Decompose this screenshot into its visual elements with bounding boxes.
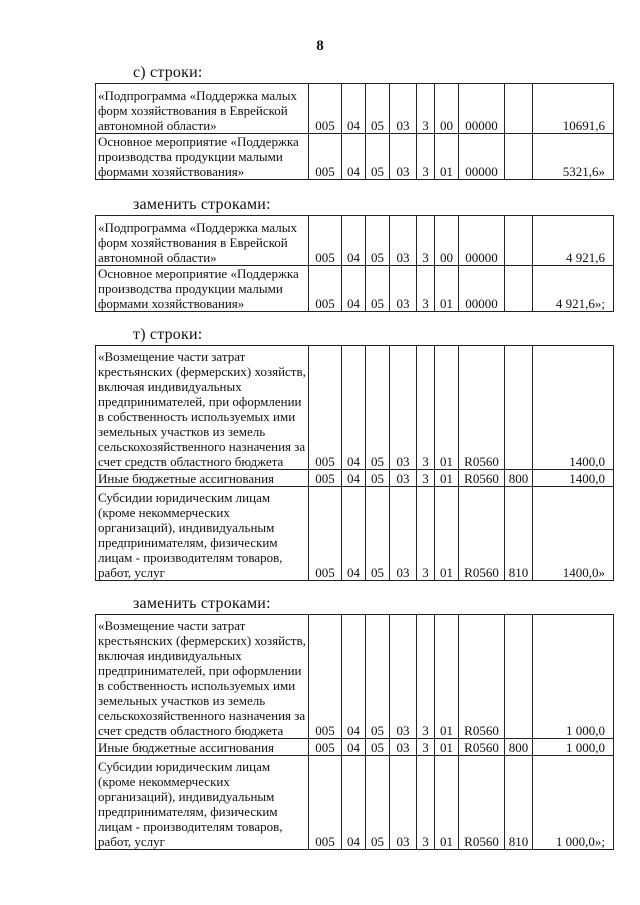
section-replace-1 (95, 196, 613, 312)
subsection-code: 05 (366, 134, 390, 180)
program-code: 03 (390, 84, 417, 134)
table-row (96, 615, 614, 739)
row-name: Субсидии юридическим лицам (кроме некоммерческих организаций), индивидуальным предпринимателям, физическим лицам - производителям товаров, работ, услуг (96, 756, 309, 850)
ministry-code: 005 (309, 134, 342, 180)
subprogram-code: 3 (417, 84, 435, 134)
subsection-code: 05 (366, 346, 390, 470)
event-code: 01 (435, 346, 459, 470)
row-name: «Подпрограмма «Поддержка малых форм хозяйствования в Еврейской автономной области» (96, 84, 309, 134)
section-heading: заменить строками: (133, 196, 271, 213)
expense-type-code: 800 (505, 739, 533, 756)
subprogram-code: 3 (417, 470, 435, 487)
amount: 1400,0» (533, 487, 614, 581)
amount: 1400,0 (533, 346, 614, 470)
amount: 1400,0 (533, 470, 614, 487)
program-code: 03 (390, 470, 417, 487)
ministry-code: 005 (309, 487, 342, 581)
amount: 4 921,6 (533, 216, 614, 266)
table-row (96, 84, 614, 134)
page-number: 8 (316, 38, 324, 54)
ministry-code: 005 (309, 756, 342, 850)
event-code: 01 (435, 739, 459, 756)
direction-code: 00000 (459, 216, 505, 266)
subprogram-code: 3 (417, 739, 435, 756)
event-code: 00 (435, 84, 459, 134)
section-code: 04 (342, 756, 366, 850)
program-code: 03 (390, 756, 417, 850)
subprogram-code: 3 (417, 134, 435, 180)
section-t-rows (95, 326, 613, 581)
section-code: 04 (342, 134, 366, 180)
subprogram-code: 3 (417, 216, 435, 266)
amount: 1 000,0 (533, 739, 614, 756)
ministry-code: 005 (309, 739, 342, 756)
table-row (96, 470, 614, 487)
expense-type-code (505, 134, 533, 180)
section-code: 04 (342, 615, 366, 739)
amount: 1 000,0 (533, 615, 614, 739)
event-code: 01 (435, 756, 459, 850)
subsection-code: 05 (366, 470, 390, 487)
table-row (96, 739, 614, 756)
subprogram-code: 3 (417, 615, 435, 739)
expense-type-code (505, 84, 533, 134)
subprogram-code: 3 (417, 266, 435, 312)
ministry-code: 005 (309, 266, 342, 312)
expense-type-code: 800 (505, 470, 533, 487)
direction-code: R0560 (459, 487, 505, 581)
section-code: 04 (342, 84, 366, 134)
event-code: 01 (435, 615, 459, 739)
subprogram-code: 3 (417, 346, 435, 470)
row-name: Иные бюджетные ассигнования (96, 739, 309, 756)
row-name: Основное мероприятие «Поддержка производства продукции малыми формами хозяйствования» (96, 134, 309, 180)
subsection-code: 05 (366, 615, 390, 739)
budget-table (95, 83, 614, 180)
section-code: 04 (342, 470, 366, 487)
row-name: «Возмещение части затрат крестьянских (фермерских) хозяйств, включая индивидуальных предпринимателей, при оформлении в собственность используемых ими земельных участков из земель сельскохозяйственного назначения за счет средств областного бюджета (96, 615, 309, 739)
table-row (96, 216, 614, 266)
direction-code: 00000 (459, 84, 505, 134)
table-row (96, 134, 614, 180)
direction-code: R0560 (459, 346, 505, 470)
subsection-code: 05 (366, 216, 390, 266)
table-row (96, 346, 614, 470)
subsection-code: 05 (366, 739, 390, 756)
subsection-code: 05 (366, 266, 390, 312)
section-heading: с) строки: (133, 64, 203, 81)
subsection-code: 05 (366, 487, 390, 581)
subsection-code: 05 (366, 756, 390, 850)
budget-table (95, 614, 614, 850)
section-code: 04 (342, 739, 366, 756)
expense-type-code: 810 (505, 756, 533, 850)
event-code: 01 (435, 134, 459, 180)
program-code: 03 (390, 266, 417, 312)
section-code: 04 (342, 216, 366, 266)
section-s-rows (95, 64, 613, 180)
expense-type-code (505, 216, 533, 266)
row-name: Иные бюджетные ассигнования (96, 470, 309, 487)
row-name: Основное мероприятие «Поддержка производства продукции малыми формами хозяйствования» (96, 266, 309, 312)
ministry-code: 005 (309, 84, 342, 134)
row-name: Субсидии юридическим лицам (кроме некоммерческих организаций), индивидуальным предпринимателям, физическим лицам - производителям товаров, работ, услуг (96, 487, 309, 581)
program-code: 03 (390, 134, 417, 180)
expense-type-code (505, 615, 533, 739)
budget-table (95, 215, 614, 312)
amount: 1 000,0»; (533, 756, 614, 850)
direction-code: R0560 (459, 470, 505, 487)
program-code: 03 (390, 615, 417, 739)
ministry-code: 005 (309, 470, 342, 487)
expense-type-code: 810 (505, 487, 533, 581)
amount: 5321,6» (533, 134, 614, 180)
program-code: 03 (390, 739, 417, 756)
section-code: 04 (342, 266, 366, 312)
expense-type-code (505, 266, 533, 312)
amount: 4 921,6»; (533, 266, 614, 312)
subsection-code: 05 (366, 84, 390, 134)
section-heading: т) строки: (133, 326, 203, 343)
section-code: 04 (342, 346, 366, 470)
subprogram-code: 3 (417, 756, 435, 850)
section-code: 04 (342, 487, 366, 581)
event-code: 01 (435, 470, 459, 487)
table-row (96, 487, 614, 581)
direction-code: R0560 (459, 739, 505, 756)
event-code: 00 (435, 216, 459, 266)
expense-type-code (505, 346, 533, 470)
amount: 10691,6 (533, 84, 614, 134)
program-code: 03 (390, 216, 417, 266)
table-row (96, 266, 614, 312)
ministry-code: 005 (309, 216, 342, 266)
section-heading: заменить строками: (133, 595, 271, 612)
direction-code: R0560 (459, 615, 505, 739)
ministry-code: 005 (309, 615, 342, 739)
direction-code: R0560 (459, 756, 505, 850)
program-code: 03 (390, 346, 417, 470)
ministry-code: 005 (309, 346, 342, 470)
table-row (96, 756, 614, 850)
section-replace-2 (95, 595, 613, 850)
row-name: «Возмещение части затрат крестьянских (фермерских) хозяйств, включая индивидуальных предпринимателей, при оформлении в собственность используемых ими земельных участков из земель сельскохозяйственного назначения за счет средств областного бюджета (96, 346, 309, 470)
event-code: 01 (435, 487, 459, 581)
direction-code: 00000 (459, 134, 505, 180)
budget-table (95, 345, 614, 581)
subprogram-code: 3 (417, 487, 435, 581)
row-name: «Подпрограмма «Поддержка малых форм хозяйствования в Еврейской автономной области» (96, 216, 309, 266)
program-code: 03 (390, 487, 417, 581)
event-code: 01 (435, 266, 459, 312)
direction-code: 00000 (459, 266, 505, 312)
